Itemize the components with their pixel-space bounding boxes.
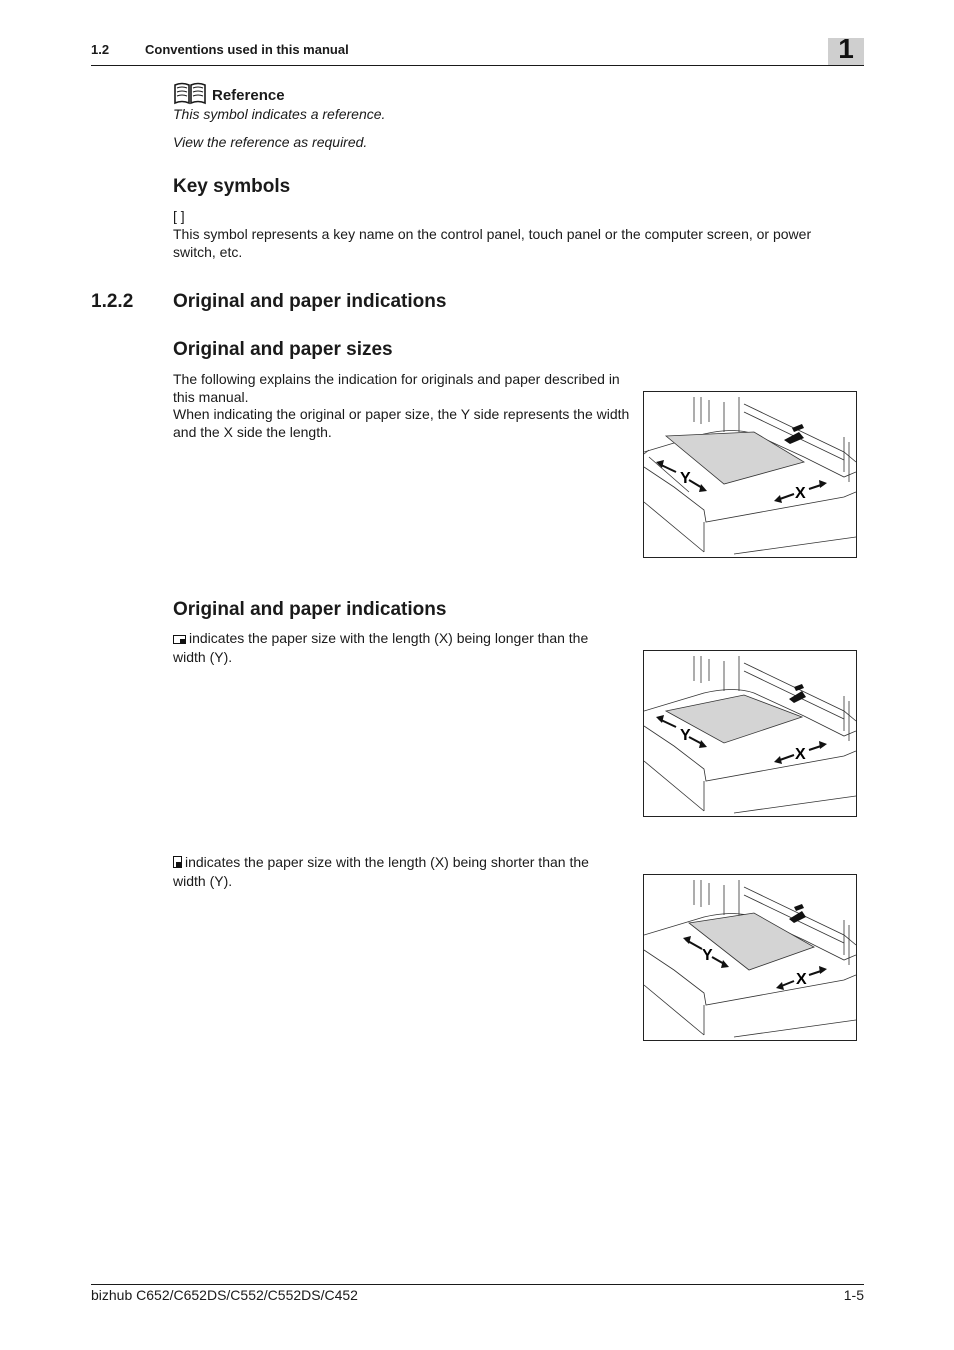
book-icon [173,81,207,106]
reference-label: Reference [212,87,285,104]
footer-model: bizhub C652/C652DS/C552/C552DS/C452 [91,1287,358,1303]
indications-heading: Original and paper indications [173,599,447,620]
header-section-title: Conventions used in this manual [145,42,349,57]
sizes-paragraph-2: When indicating the original or paper size, the Y side represents the width and the X side the length. [173,406,630,440]
figure-x-label: X [795,485,806,502]
reference-line-1: This symbol indicates a reference. [173,106,386,122]
figure-x-label: X [796,971,807,988]
figure-y-label: Y [680,470,691,487]
landscape-paper-icon [173,630,186,648]
key-symbol-brackets: [ ] [173,208,185,224]
figure-y-label: Y [702,947,713,964]
header-section-number: 1.2 [91,42,110,57]
landscape-indication-label: indicates the paper size with the length (X) being longer than the width (Y). [173,630,589,665]
section-title: Original and paper indications [173,291,447,312]
figure-x-label: X [795,746,806,763]
sizes-paragraph-1: The following explains the indication for originals and paper described in this manual. [173,371,620,405]
reference-line-2: View the reference as required. [173,134,368,150]
figure-original-size [643,391,857,558]
section-number: 1.2.2 [91,291,134,312]
key-symbols-description: This symbol represents a key name on the control panel, touch panel or the computer screen, or power switch, etc. [173,226,812,260]
landscape-indication-text [173,629,613,666]
footer-rule [91,1284,864,1285]
key-symbols-heading: Key symbols [173,176,291,197]
portrait-paper-icon [173,854,182,872]
header-rule [91,65,864,66]
sizes-heading: Original and paper sizes [173,339,393,360]
figure-y-label: Y [680,727,691,744]
figure-landscape-paper [643,650,857,817]
chapter-number: 1 [838,33,854,64]
footer-page-number: 1-5 [843,1287,864,1303]
portrait-indication-label: indicates the paper size with the length (X) being shorter than the width (Y). [173,854,589,889]
figure-portrait-paper [643,874,857,1041]
portrait-indication-text [173,853,613,890]
